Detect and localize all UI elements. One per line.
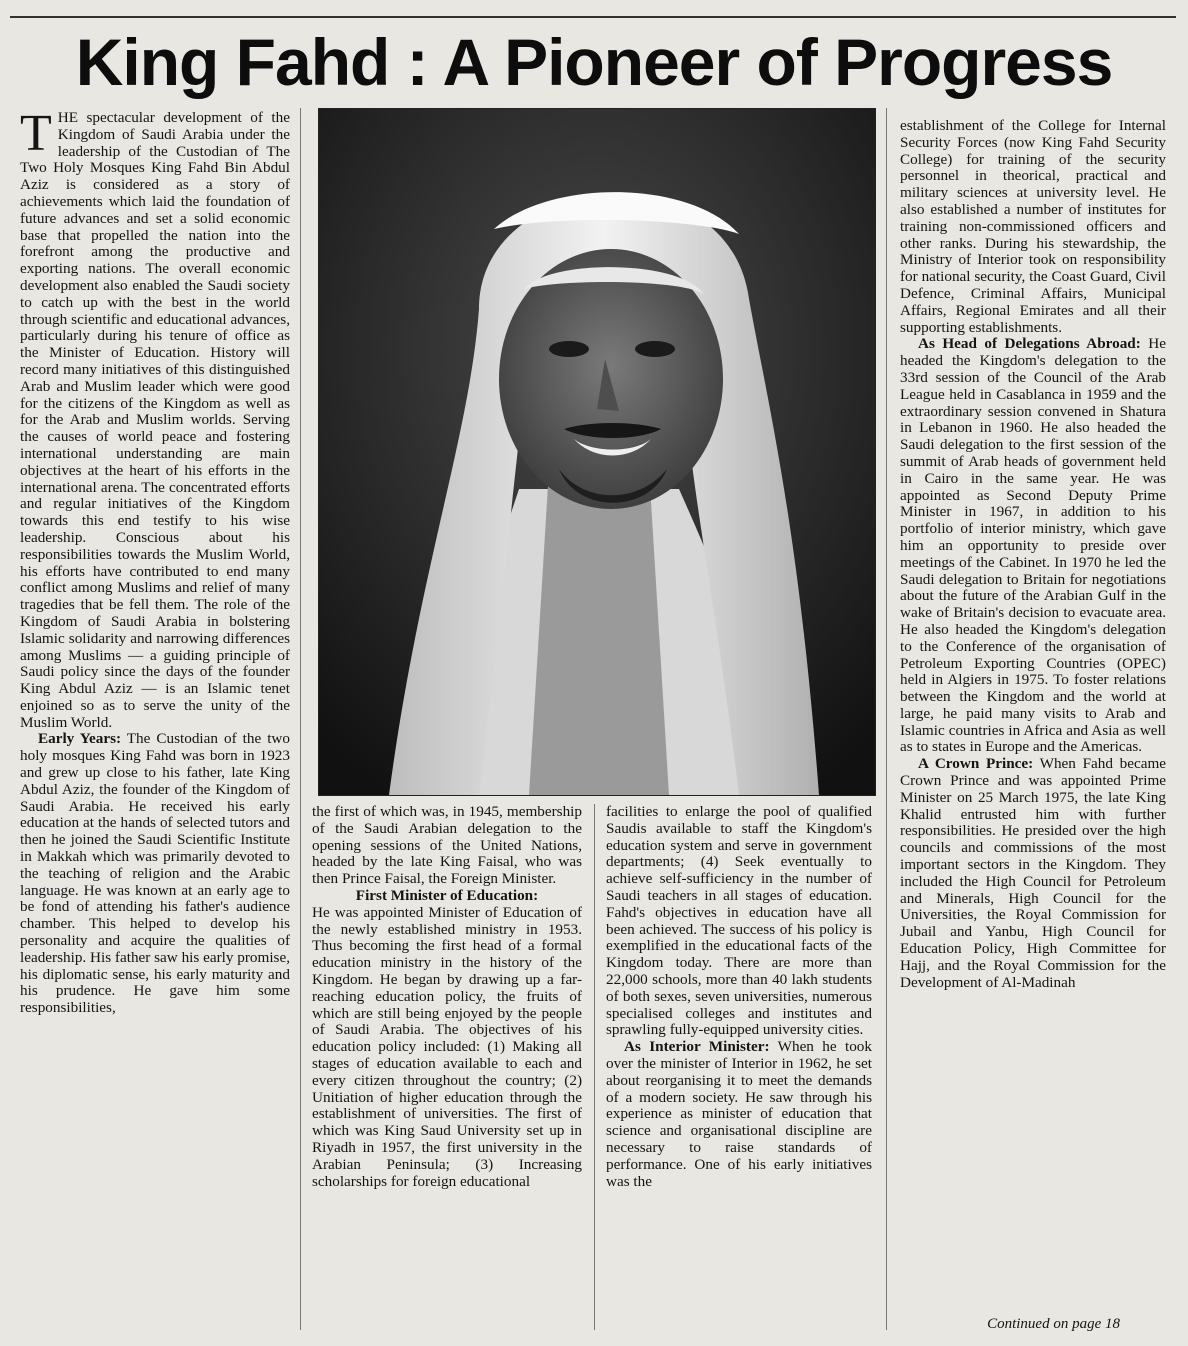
headline: King Fahd : A Pioneer of Progress [75, 25, 1113, 99]
crown-prince-text: When Fahd became Crown Prince and was appointed Prime Minister on 25 March 1975, the late King Khalid entrusted him with further responsibilities. He presided over the high councils and commissions of the most important sectors in the Kingdom. They included the High Council for Petroleum and Minerals, High Council for the Universities, the Royal Commission for Jubail and Yanbu, High Council for Education Policy, High Committee for Hajj, and the Royal Commission for the Development of Al-Madinah [900, 755, 1166, 991]
article-column-3 [606, 804, 872, 1330]
interior-minister-paragraph [606, 1039, 872, 1190]
article-column-4 [900, 118, 1166, 1314]
portrait-photo [318, 108, 876, 796]
continued-on-page-link[interactable]: Continued on page 18 [987, 1316, 1120, 1332]
education-paragraph: He was appointed Minister of Education of the newly established ministry in 1953. Thus becoming the first head of a formal education ministry in the history of the Kingdom. He began by drawing up a far-reaching education policy, the fruits of which are still being enjoyed by the people of Saudi Arabia. The objectives of his education policy included: (1) Making all stages of education available to each and every citizen throughout the country; (2) Unitiation of higher education through the establishment of universities. The first of which was King Saud University set up in Riyadh in 1957, the first university in the Arabian Peninsula; (3) Increasing scholarships for foreign educational [312, 903, 582, 1190]
subheading-crown-prince: A Crown Prince: [918, 755, 1034, 773]
intro-paragraph: HE spectacular development of the Kingdom of Saudi Arabia under the leadership of the Custodian of The Two Holy Mosques King Fahd Bin Abdul Aziz is considered as a story of achievements which laid the foundation of future advances and set a solid economic base that propelled the nation into the forefront among the productive and exporting nations. The overall economic development also enabled the Saudi society to catch up with the best in the world through scientific and educational advances, particularly during his tenure of office as the Minister of Education. History will record many initiatives of this distinguished Arab and Muslim leader which were good for the citizens of the Kingdom as well as for the Arab and Muslim worlds. Serving the causes of world peace and fostering international understanding are main objectives at the heart of his efforts in the international arena. The concentrated efforts and regular initiatives of the Kingdom towards this end testify to his wise leadership. Conscious about his responsibilities towards the Muslim World, his efforts have contributed to end many conflict among Muslims and relief of many tragedies that be fell them. The role of the Kingdom of Saudi Arabia in bolstering Islamic solidarity and narrowing differences among Muslims — a guiding principle of Saudi policy since the days of the founder King Abdul Aziz — is an Islamic tenet enjoined so as to serve the unity of the Muslim World. [20, 110, 290, 731]
early-years-paragraph [20, 731, 290, 1017]
article-column-1 [20, 110, 290, 1328]
column-divider [886, 108, 887, 1330]
subheading-early-years: Early Years: [38, 730, 122, 748]
drop-cap: T [20, 110, 52, 162]
interior-minister-text: When he took over the minister of Interior in 1962, he set about reorganising it to meet the demands of a modern society. He saw through his experience as minister of education that science and organisational discipline are necessary to raise standards of performance. One of his early initiatives was the [606, 1038, 872, 1190]
subheading-delegations: As Head of Delegations Abroad: [918, 335, 1141, 353]
un-delegation-paragraph: the first of which was, in 1945, membership of the Saudi Arabian delegation to the opening sessions of the United Nations, headed by the late King Faisal, who was then Prince Faisal, the Foreign Minister. [312, 804, 582, 888]
subheading-interior-minister: As Interior Minister: [624, 1038, 770, 1056]
delegations-paragraph [900, 336, 1166, 756]
portrait-photo-icon [319, 109, 875, 795]
subheading-first-minister: First Minister of Education: [355, 886, 539, 904]
education-achievements-paragraph: facilities to enlarge the pool of qualified Saudis available to staff the Kingdom's education system and serve in government departments; (4) Seek eventually to achieve self-sufficiency in the number of Saudi teachers in all stages of education. Fahd's objectives in education have all been achieved. The success of his policy is exemplified in the educational facts of the Kingdom today. There are more than 22,000 schools, more than 40 lakh students of both sexes, seven universities, numerous specialised colleges and institutes and sprawling fully-equipped university cities. [606, 804, 872, 1039]
column-divider [594, 804, 595, 1330]
column-divider [300, 108, 301, 1330]
crown-prince-paragraph [900, 756, 1166, 991]
delegations-text: He headed the Kingdom's delegation to the 33rd session of the Council of the Arab League held in Casablanca in 1959 and the extraordinary session convened in Shatura in Lebanon in 1960. He also headed the Saudi delegation to the first session of the summit of Arab heads of government held in Cairo in the same year. He was appointed as Second Deputy Prime Minister in 1967, in addition to his portfolio of interior ministry, which gave him an opportunity to preside over meetings of the Cabinet. In 1970 he led the Saudi delegation to Britain for negotiations about the future of the Arabian Gulf in the wake of Britain's decision to evacuate area. He also headed the Kingdom's delegation to the Conference of the organisation of Petroleum Exporting Countries (OPEC) held in Algiers in 1975. To foster relations between the Kingdom and the world at large, he paid many visits to Arab and Islamic countries in Africa and Asia as well as to states in Europe and the Americas. [900, 335, 1166, 756]
early-years-text: The Custodian of the two holy mosques King Fahd was born in 1923 and grew up close to his father, late King Abdul Aziz, the founder of the Kingdom of Saudi Arabia. He received his early education at the hands of selected tutors and then he joined the Saudi Scientific Institute in Makkah which was primarily devoted to the teaching of religion and the Arabic language. He was known at an early age to be fond of attending his father's audience chamber. This helped to develop his personality and acquire the qualities of leadership. His father saw his early promise, his diplomatic sense, his early maturity and his prudence. He gave him some responsibilities, [20, 730, 290, 1017]
article-column-2 [312, 804, 582, 1330]
security-college-paragraph: establishment of the College for Internal Security Forces (now King Fahd Security College) for training of the security personnel in theorical, practical and military sciences at university level. He also established a number of institutes for training non-commissioned officers and other ranks. During his stewardship, the Ministry of Interior took on responsibility for national security, the Coast Guard, Civil Defence, Criminal Affairs, Municipal Affairs, Regional Emirates and all their supporting establishments. [900, 118, 1166, 336]
